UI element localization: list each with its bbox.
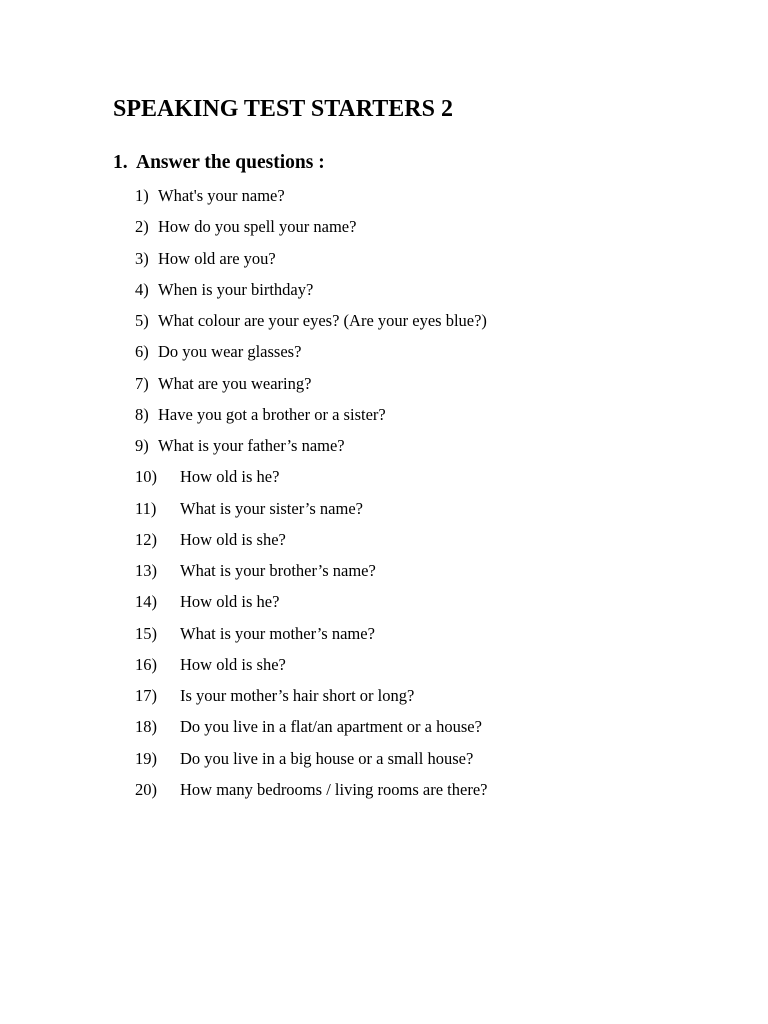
question-text: Have you got a brother or a sister?	[158, 404, 386, 424]
question-number: 16)	[135, 654, 157, 674]
question-number: 5)	[135, 311, 149, 330]
question-item	[135, 529, 487, 560]
question-number: 7)	[135, 373, 149, 393]
question-text: How old is he?	[180, 467, 280, 487]
question-number: 19)	[135, 748, 157, 768]
question-text: How many bedrooms / living rooms are there?	[180, 779, 488, 799]
question-item	[135, 591, 487, 622]
question-number: 8)	[135, 404, 149, 424]
question-item	[135, 498, 487, 529]
question-text: Do you live in a flat/an apartment or a house?	[180, 717, 482, 737]
section-heading	[113, 150, 325, 176]
question-number: 1)	[135, 186, 149, 205]
question-number: 18)	[135, 717, 157, 737]
question-number: 4)	[135, 279, 149, 299]
question-item	[135, 216, 487, 247]
question-list	[135, 185, 487, 810]
question-text: How old is she?	[180, 529, 286, 549]
question-number: 11)	[135, 498, 157, 518]
section-heading-text: Answer the questions :	[136, 152, 325, 173]
question-text: Do you live in a big house or a small house?	[180, 748, 474, 768]
question-item	[135, 779, 487, 810]
question-text: What are you wearing?	[158, 373, 312, 393]
question-number: 15)	[135, 623, 157, 643]
question-item	[135, 466, 487, 497]
question-text: Do you wear glasses?	[158, 342, 302, 362]
question-item	[135, 279, 487, 310]
question-text: How old is he?	[180, 592, 280, 612]
question-text: When is your birthday?	[158, 279, 314, 299]
section-number: 1.	[113, 152, 128, 173]
question-number: 12)	[135, 529, 157, 549]
question-item	[135, 435, 487, 466]
document-title: SPEAKING TEST STARTERS 2	[113, 96, 453, 122]
question-item	[135, 748, 487, 779]
question-text: What is your father’s name?	[158, 436, 345, 455]
question-text: What colour are your eyes? (Are your eyes blue?)	[158, 311, 487, 330]
question-number: 2)	[135, 217, 149, 237]
question-item	[135, 341, 487, 372]
question-text: Is your mother’s hair short or long?	[180, 686, 415, 705]
question-text: What is your sister’s name?	[180, 498, 363, 518]
question-number: 13)	[135, 561, 157, 580]
question-item	[135, 623, 487, 654]
question-text: What is your brother’s name?	[180, 561, 376, 580]
question-item	[135, 373, 487, 404]
question-item	[135, 685, 487, 716]
question-item	[135, 560, 487, 591]
question-item	[135, 310, 487, 341]
question-number: 9)	[135, 436, 149, 455]
question-item	[135, 716, 487, 747]
question-number: 14)	[135, 592, 157, 612]
question-item	[135, 654, 487, 685]
question-number: 3)	[135, 248, 149, 268]
question-item	[135, 404, 487, 435]
question-text: What is your mother’s name?	[180, 623, 375, 643]
question-text: What's your name?	[158, 186, 285, 205]
question-item	[135, 248, 487, 279]
question-item	[135, 185, 487, 216]
question-number: 10)	[135, 467, 157, 487]
question-number: 6)	[135, 342, 149, 362]
question-number: 20)	[135, 779, 157, 799]
question-text: How do you spell your name?	[158, 217, 357, 237]
question-text: How old are you?	[158, 248, 276, 268]
question-number: 17)	[135, 686, 157, 705]
question-text: How old is she?	[180, 654, 286, 674]
